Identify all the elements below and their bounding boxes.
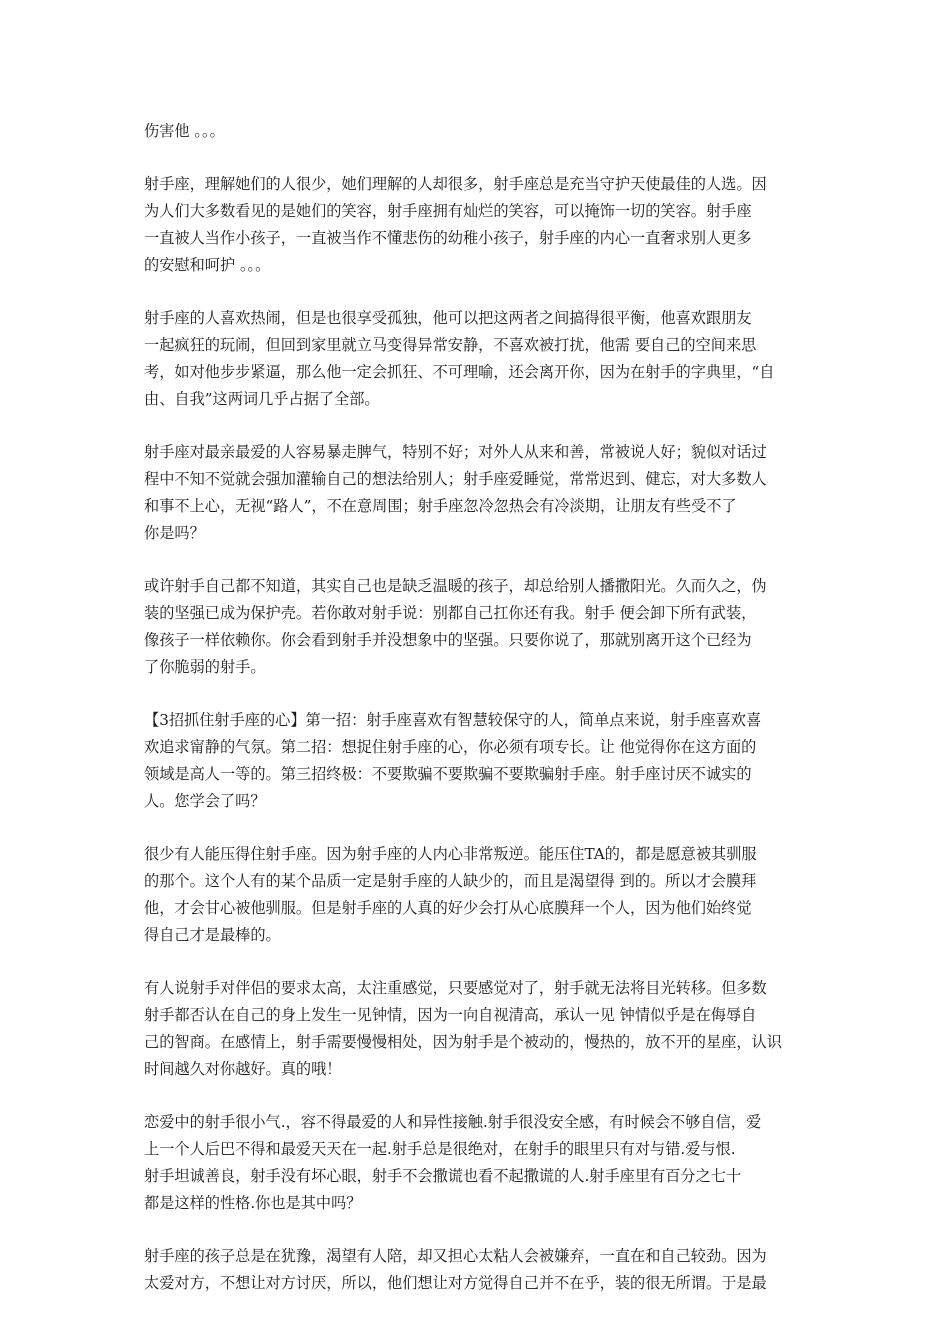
paragraph-9: 恋爱中的射手很小气.，容不得最爱的人和异性接触.射手很没安全感，有时候会不够自信，爱 上一个人后巴不得和最爱天天在一起.射手总是很绝对，在射手的眼里只有对与错.爱与恨. 射手坦诚善良，射手没有坏心眼，射手不会撒谎也看不起撒谎的人.射手座里有百分之七十 都是这样的性格.你也是其中吗？ <box>144 1113 762 1212</box>
document-page <box>144 118 812 1323</box>
paragraph-7: 很少有人能压得住射手座。因为射手座的人内心非常叛逆。能压住TA的，都是愿意被其驯服 的那个。这个人有的某个品质一定是射手座的人缺少的，而且是渴望得 到的。所以才会膜拜 他，才会甘心被他驯服。但是射手座的人真的好少会打从心底膜拜一个人，因为他们始终觉 得自己才是最棒的。 <box>144 845 757 944</box>
paragraph-3: 射手座的人喜欢热闹，但是也很享受孤独，他可以把这两者之间搞得很平衡，他喜欢跟朋友 一起疯狂的玩闹，但回到家里就立马变得异常安静，不喜欢被打扰，他需 要自己的空间来思 考，如对他步步紧逼，那么他一定会抓狂、不可理喻，还会离开你，因为在射手的字典里，“自 由、自我”这两词几乎占据了全部。 <box>144 309 775 408</box>
paragraph-2: 射手座，理解她们的人很少，她们理解的人却很多，射手座总是充当守护天使最佳的人选。因 为人们大多数看见的是她们的笑容，射手座拥有灿烂的笑容，可以掩饰一切的笑容。射手座 一直被人当作小孩子，一直被当作不懂悲伤的幼稚小孩子，射手座的内心一直奢求别人更多 的安慰和呵护 。。。 <box>144 175 767 274</box>
paragraph-8: 有人说射手对伴侣的要求太高，太注重感觉，只要感觉对了，射手就无法将目光转移。但多数 射手都否认在自己的身上发生一见钟情，因为一向自视清高，承认一见 钟情似乎是在侮辱自 己的智商。在感情上，射手需要慢慢相处，因为射手是个被动的，慢热的，放不开的星座，认识 时间越久对你越好。真的哦！ <box>144 979 782 1078</box>
paragraph-10: 射手座的孩子总是在犹豫，渴望有人陪，却又担心太粘人会被嫌弃，一直在和自己较劲。因为 太爱对方，不想让对方讨厌，所以，他们想让对方觉得自己并不在乎，装的很无所谓。于是最 <box>144 1247 767 1292</box>
paragraph-6: 【3招抓住射手座的心】第一招：射手座喜欢有智慧较保守的人，简单点来说，射手座喜欢喜 欢追求甯静的气氛。第二招：想捉住射手座的心，你必须有项专长。让 他觉得你在这方面的 领域是高人一等的。第三招终极：不要欺骗不要欺骗不要欺骗射手座。射手座讨厌不诚实的 人。您学会了吗？ <box>144 711 762 810</box>
paragraph-5: 或许射手自己都不知道，其实自己也是缺乏温暖的孩子，却总给别人播撒阳光。久而久之，伪 装的坚强已成为保护壳。若你敢对射手说：别都自己扛你还有我。射手 便会卸下所有武装， 像孩子一样依赖你。你会看到射手并没想象中的坚强。只要你说了，那就别离开这个已经为 了你脆弱的射手。 <box>144 577 767 676</box>
paragraph-1: 伤害他 。。。 <box>144 122 225 140</box>
paragraph-4: 射手座对最亲最爱的人容易暴走脾气，特别不好；对外人从来和善，常被说人好；貌似对话过 程中不知不觉就会强加灌输自己的想法给别人；射手座爱睡觉，常常迟到、健忘，对大多数人 和事不上心，无视“路人”，不在意周围；射手座忽冷忽热会有冷淡期，让朋友有些受不了 你是吗？ <box>144 443 767 542</box>
